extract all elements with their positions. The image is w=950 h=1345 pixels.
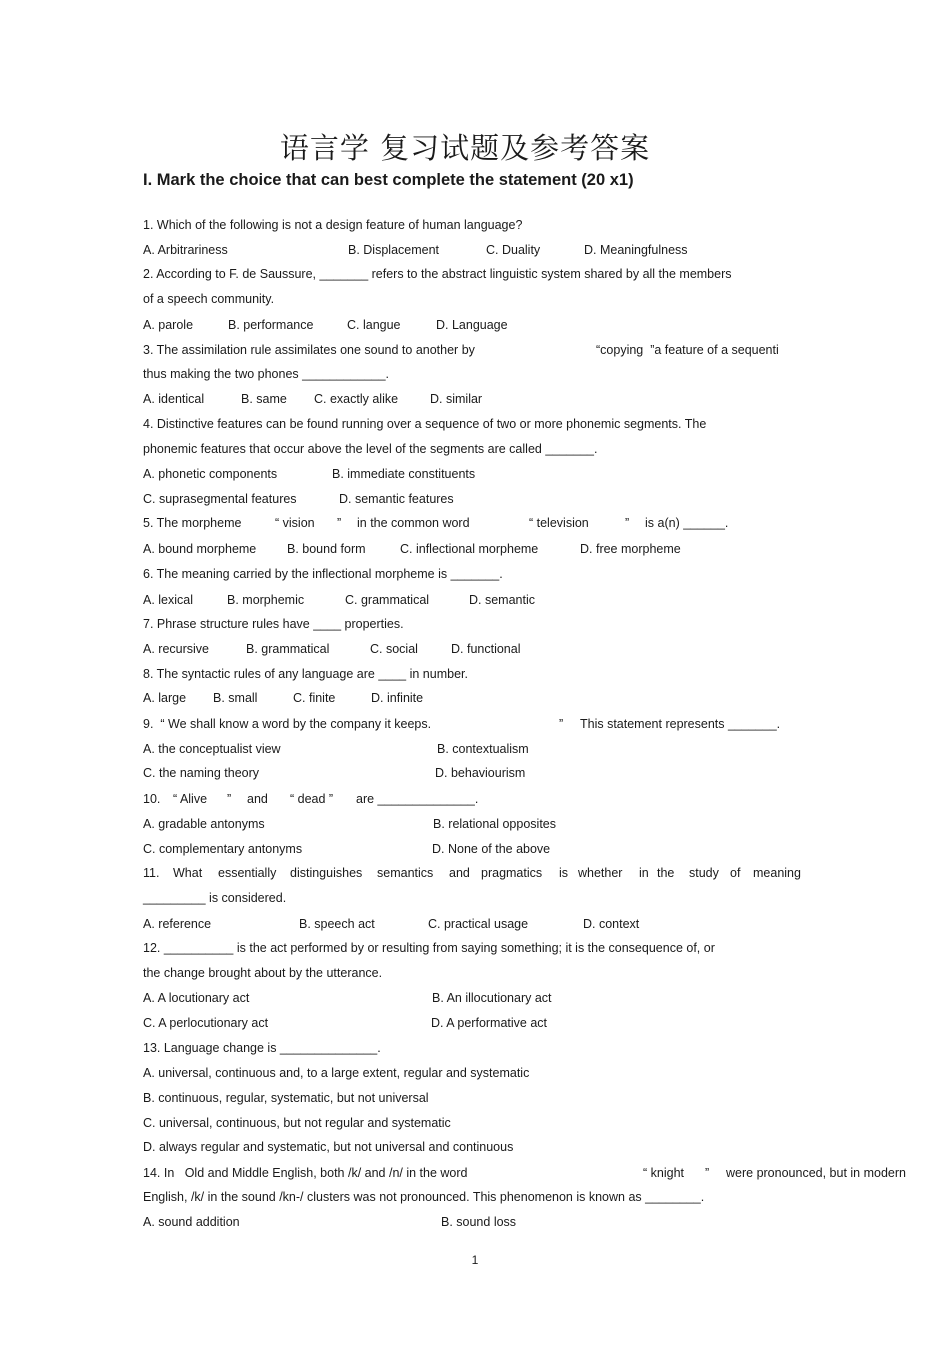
q10-option-b: B. relational opposites — [433, 817, 556, 831]
page-title: 语言学 复习试题及参考答案 — [279, 131, 651, 165]
q11-stem-word: of — [730, 866, 741, 880]
q7-option-b: B. grammatical — [246, 642, 330, 656]
q10-stem-part3: ” — [227, 792, 232, 806]
q11-stem-word: study — [689, 866, 719, 880]
q13-stem: 13. Language change is ______________. — [143, 1041, 381, 1055]
q2-stem-line2: of a speech community. — [143, 292, 275, 306]
q7-stem: 7. Phrase structure rules have ____ properties. — [143, 617, 404, 631]
q3-stem-line2: thus making the two phones ____________. — [143, 367, 390, 381]
q8-option-b: B. small — [213, 691, 258, 705]
q6-option-b: B. morphemic — [227, 593, 305, 607]
q11-option-d: D. context — [583, 917, 640, 931]
q14-option-a: A. sound addition — [143, 1215, 240, 1229]
q10-stem-part2: “ Alive — [173, 792, 208, 806]
q8-option-d: D. infinite — [371, 691, 424, 705]
q9-stem-part1: 9. “ We shall know a word by the company it keeps. — [143, 717, 432, 731]
q3-option-b: B. same — [241, 392, 287, 406]
q7-option-d: D. functional — [451, 642, 521, 656]
q6-option-d: D. semantic — [469, 593, 535, 607]
q5-stem-part5: “ television — [529, 516, 589, 530]
q3-option-a: A. identical — [143, 392, 205, 406]
q2-option-c: C. langue — [347, 318, 401, 332]
q5-option-a: A. bound morpheme — [143, 542, 257, 556]
q5-option-b: B. bound form — [287, 542, 366, 556]
q11-stem-word: in — [639, 866, 649, 880]
q13-option-d: D. always regular and systematic, but not universal and continuous — [143, 1140, 514, 1154]
q5-stem-part1: 5. The morpheme — [143, 516, 242, 530]
q14-stem-part1: 14. In Old and Middle English, both /k/ and /n/ in the word — [143, 1166, 468, 1180]
q14-stem-part3: ” — [705, 1166, 710, 1180]
q9-stem-part2: ” — [559, 717, 564, 731]
q2-option-b: B. performance — [228, 318, 314, 332]
q11-stem-word: essentially — [218, 866, 277, 880]
q1-option-b: B. Displacement — [348, 243, 440, 257]
q6-stem: 6. The meaning carried by the inflectional morpheme is _______. — [143, 567, 503, 581]
q12-stem-line1: 12. __________ is the act performed by or resulting from saying something; it is the consequence of, or — [143, 941, 715, 955]
q1-option-a: A. Arbitrariness — [143, 243, 228, 257]
q13-option-c: C. universal, continuous, but not regular and systematic — [143, 1116, 451, 1130]
q14-option-b: B. sound loss — [441, 1215, 517, 1229]
q3-stem-line1b: “copying ”a feature of a sequenti — [596, 343, 779, 357]
q5-stem-part2: “ vision — [275, 516, 315, 530]
q6-option-c: C. grammatical — [345, 593, 430, 607]
q11-option-a: A. reference — [143, 917, 212, 931]
section-heading: I. Mark the choice that can best complete the statement (20 x1) — [143, 171, 634, 189]
q7-option-c: C. social — [370, 642, 418, 656]
q5-option-d: D. free morpheme — [580, 542, 681, 556]
q5-stem-part7: is a(n) ______. — [645, 516, 729, 530]
q1-stem: 1. Which of the following is not a design feature of human language? — [143, 218, 523, 232]
q2-option-d: D. Language — [436, 318, 508, 332]
q5-stem-part6: ” — [625, 516, 630, 530]
q11-option-c: C. practical usage — [428, 917, 529, 931]
q12-stem-line2: the change brought about by the utterance. — [143, 966, 383, 980]
q14-stem-part4: were pronounced, but in modern — [726, 1166, 906, 1180]
q10-option-a: A. gradable antonyms — [143, 817, 265, 831]
q13-option-a: A. universal, continuous and, to a large extent, regular and systematic — [143, 1066, 530, 1080]
q4-option-c: C. suprasegmental features — [143, 492, 297, 506]
q11-stem-word: What — [173, 866, 203, 880]
q12-option-b: B. An illocutionary act — [432, 991, 552, 1005]
q8-option-a: A. large — [143, 691, 187, 705]
q11-stem-line2: _________ is considered. — [143, 891, 287, 905]
q12-option-d: D. A performative act — [431, 1016, 548, 1030]
q11-stem-word: whether — [578, 866, 623, 880]
q13-option-b: B. continuous, regular, systematic, but not universal — [143, 1091, 429, 1105]
q9-option-b: B. contextualism — [437, 742, 529, 756]
q14-stem-part2: “ knight — [643, 1166, 684, 1180]
q1-option-c: C. Duality — [486, 243, 541, 257]
q9-option-d: D. behaviourism — [435, 766, 526, 780]
q3-option-c: C. exactly alike — [314, 392, 399, 406]
q5-stem-part4: in the common word — [357, 516, 470, 530]
q9-option-a: A. the conceptualist view — [143, 742, 281, 756]
q2-option-a: A. parole — [143, 318, 194, 332]
q6-option-a: A. lexical — [143, 593, 194, 607]
q10-option-c: C. complementary antonyms — [143, 842, 303, 856]
q11-stem-word: the — [657, 866, 675, 880]
q5-stem-part3: ” — [337, 516, 342, 530]
q11-stem-word: meaning — [753, 866, 801, 880]
q14-stem-line2: English, /k/ in the sound /kn-/ clusters was not pronounced. This phenomenon is known as ________. — [143, 1190, 705, 1204]
q10-option-d: D. None of the above — [432, 842, 551, 856]
q2-stem-line1: 2. According to F. de Saussure, _______ refers to the abstract linguistic system shared by all the members — [143, 267, 732, 281]
q8-option-c: C. finite — [293, 691, 336, 705]
q11-stem-word: semantics — [377, 866, 434, 880]
q11-stem-word: distinguishes — [290, 866, 363, 880]
q9-option-c: C. the naming theory — [143, 766, 260, 780]
q10-stem-part4: and — [247, 792, 268, 806]
q3-stem-line1a: 3. The assimilation rule assimilates one sound to another by — [143, 343, 475, 357]
q12-option-a: A. A locutionary act — [143, 991, 250, 1005]
q4-stem-line2: phonemic features that occur above the level of the segments are called _______. — [143, 442, 598, 456]
q11-stem-word: and — [449, 866, 470, 880]
q4-stem-line1: 4. Distinctive features can be found running over a sequence of two or more phonemic segments. The — [143, 417, 707, 431]
q4-option-d: D. semantic features — [339, 492, 454, 506]
q11-stem-word: 11. — [143, 866, 160, 880]
q11-stem-word: is — [559, 866, 569, 880]
q10-stem-part1: 10. — [143, 792, 161, 806]
q11-stem-word: pragmatics — [481, 866, 543, 880]
q1-option-d: D. Meaningfulness — [584, 243, 688, 257]
q10-stem-part6: are ______________. — [356, 792, 479, 806]
q9-stem-part3: This statement represents _______. — [580, 717, 781, 731]
q7-option-a: A. recursive — [143, 642, 209, 656]
q4-option-b: B. immediate constituents — [332, 467, 476, 481]
q8-stem: 8. The syntactic rules of any language are ____ in number. — [143, 667, 468, 681]
q4-option-a: A. phonetic components — [143, 467, 278, 481]
q5-option-c: C. inflectional morpheme — [400, 542, 539, 556]
q3-option-d: D. similar — [430, 392, 483, 406]
q11-option-b: B. speech act — [299, 917, 375, 931]
q10-stem-part5: “ dead ” — [290, 792, 334, 806]
q12-option-c: C. A perlocutionary act — [143, 1016, 269, 1030]
page-number: 1 — [471, 1253, 479, 1267]
